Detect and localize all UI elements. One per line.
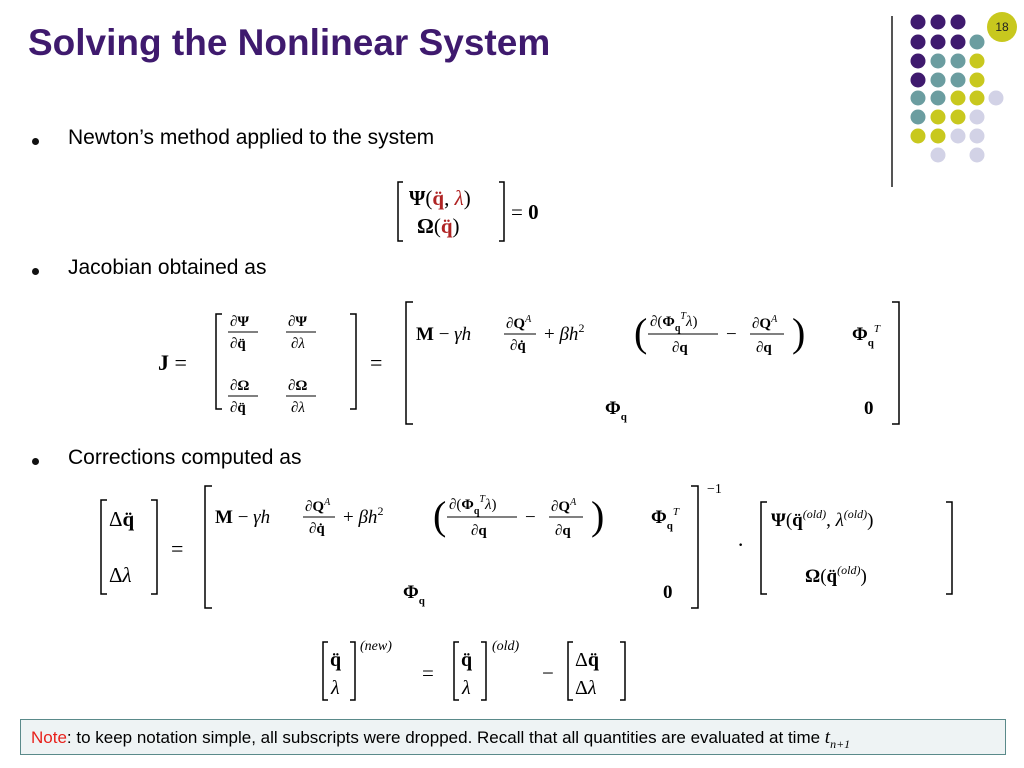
svg-text:+ βh2: + $\beta h^2$	[544, 321, 585, 345]
decorative-dot	[911, 35, 926, 50]
decorative-dot	[970, 91, 985, 106]
svg-text:∂Ψ: ∂Ψ	[230, 314, 250, 330]
decorative-dot	[970, 35, 985, 50]
svg-text:∂q: ∂q	[471, 523, 487, 539]
svg-text:Ψ(q̈, λ): Ψ(q̈, λ)	[409, 186, 471, 210]
svg-text:−: −	[525, 507, 536, 528]
svg-text:): )	[792, 310, 806, 355]
decorative-dot	[911, 91, 926, 106]
svg-text:Ψ(q̈(old), λ(old)): Ψ(q̈$^{(old)}$, $\lambda^{(old)}$)	[771, 507, 874, 531]
decorative-dot	[970, 148, 985, 163]
svg-text:Δq̈: Δq̈	[575, 649, 599, 671]
note-time-symbol: $t_{n+1}$	[824, 727, 851, 751]
decorative-dot	[970, 110, 985, 125]
bullet-marker	[32, 458, 39, 465]
svg-text:Φq: $\Phi_q$	[605, 398, 627, 423]
decorative-dot	[931, 148, 946, 163]
svg-text:λ: λ	[331, 677, 340, 699]
svg-text:0: 0	[864, 398, 874, 419]
svg-text:∂q̇: ∂q̇	[510, 338, 526, 354]
svg-text:∂q: ∂q	[756, 340, 772, 356]
svg-text:Δλ: Δλ	[109, 563, 132, 587]
slide-title: Solving the Nonlinear System	[28, 22, 551, 63]
svg-text:∂QA: $\partial Q^A$	[305, 497, 331, 515]
svg-text:−: −	[726, 324, 737, 345]
svg-text:= 0: = 0	[511, 200, 539, 224]
decorative-dot	[931, 110, 946, 125]
decorative-dot	[911, 15, 926, 30]
svg-text:ΦqT: $\Phi_q^T$	[651, 506, 680, 532]
decorative-dot	[951, 15, 966, 30]
slide-number: 18	[995, 20, 1009, 34]
svg-text:ΦqT: $\Phi_q^T$	[852, 323, 881, 349]
bullet-newton: Newton’s method applied to the system	[68, 126, 435, 149]
svg-text:Δq̈: Δq̈	[109, 507, 135, 531]
svg-text:q̈: q̈	[461, 649, 473, 671]
svg-text:∂QA: $\partial Q^A$	[551, 497, 577, 515]
note-box	[20, 719, 1006, 755]
svg-text:Ω(q̈): Ω(q̈)	[417, 214, 460, 238]
svg-text:∂(ΦqTλ): $\partial(\Phi_q^T\lambda)$	[650, 311, 698, 334]
decorative-dot	[931, 54, 946, 69]
svg-text:+ βh2: + $\beta h^2$	[343, 504, 384, 528]
bullet-corrections: Corrections computed as	[68, 446, 302, 469]
decorative-dot-grid	[0, 0, 1024, 200]
svg-text:·: ·	[737, 532, 745, 557]
bullet-jacobian: Jacobian obtained as	[68, 256, 267, 279]
svg-text:∂λ: ∂λ	[291, 400, 305, 416]
svg-text:λ: λ	[462, 677, 471, 699]
svg-text:J =: J =	[158, 350, 187, 375]
svg-text:): )	[591, 493, 605, 538]
svg-text:∂QA: $\partial Q^A$	[506, 314, 532, 332]
equation-jacobian	[150, 298, 910, 430]
svg-text:(old): (old)	[492, 639, 520, 654]
svg-text:(: (	[433, 493, 447, 538]
svg-text:M − γh: M − γh	[416, 324, 472, 345]
decorative-dot	[951, 73, 966, 88]
svg-text:=: =	[171, 536, 184, 561]
equation-update	[318, 632, 638, 706]
decorative-dot	[931, 15, 946, 30]
decorative-dot	[970, 54, 985, 69]
svg-text:=: =	[422, 661, 434, 685]
svg-text:∂q: ∂q	[555, 523, 571, 539]
decorative-dot	[931, 129, 946, 144]
note-time-subscript: n+1	[830, 736, 851, 751]
svg-text:∂(ΦqTλ): $\partial(\Phi_q^T\lambda)$	[449, 494, 497, 517]
svg-text:Φq: $\Phi_q$	[403, 582, 425, 607]
decorative-dot	[931, 91, 946, 106]
svg-text:−: −	[542, 661, 554, 685]
svg-text:∂q: ∂q	[672, 340, 688, 356]
note-text: : to keep notation simple, all subscripts were dropped. Recall that all quantities are evaluated at time	[66, 728, 825, 747]
svg-text:∂q̈: ∂q̈	[230, 400, 246, 416]
equation-corrections	[95, 476, 965, 616]
svg-text:M − γh: M − γh	[215, 507, 271, 528]
decorative-dot	[911, 129, 926, 144]
decorative-dot	[951, 129, 966, 144]
note-label: Note	[31, 728, 67, 747]
decorative-dot	[931, 35, 946, 50]
decorative-dot	[951, 35, 966, 50]
decorative-dot	[911, 110, 926, 125]
decorative-dot	[931, 73, 946, 88]
svg-text:∂Ω: ∂Ω	[288, 378, 308, 394]
decorative-dot	[970, 129, 985, 144]
equation-system	[395, 178, 565, 246]
bullet-marker	[32, 138, 39, 145]
decorative-dot	[989, 91, 1004, 106]
decorative-dot	[951, 91, 966, 106]
svg-text:(new): (new)	[360, 639, 392, 654]
svg-text:−1: −1	[707, 482, 722, 497]
svg-text:Ω(q̈(old)): Ω(q̈$^{(old)}$)	[805, 563, 867, 587]
svg-text:=: =	[370, 350, 383, 375]
svg-text:Δλ: Δλ	[575, 677, 597, 699]
svg-text:∂QA: $\partial Q^A$	[752, 314, 778, 332]
svg-text:∂q̈: ∂q̈	[230, 336, 246, 352]
decorative-dot	[911, 73, 926, 88]
decorative-dot	[970, 73, 985, 88]
slide-number-badge	[987, 12, 1017, 42]
svg-text:∂Ψ: ∂Ψ	[288, 314, 308, 330]
svg-text:0: 0	[663, 582, 673, 603]
decorative-dot	[951, 110, 966, 125]
svg-text:∂q̇: ∂q̇	[309, 521, 325, 537]
bullet-marker	[32, 268, 39, 275]
svg-text:∂Ω: ∂Ω	[230, 378, 250, 394]
svg-text:∂λ: ∂λ	[291, 336, 305, 352]
decorative-dot	[951, 54, 966, 69]
svg-text:q̈: q̈	[330, 649, 342, 671]
svg-text:(: (	[634, 310, 648, 355]
decorative-dot	[911, 54, 926, 69]
